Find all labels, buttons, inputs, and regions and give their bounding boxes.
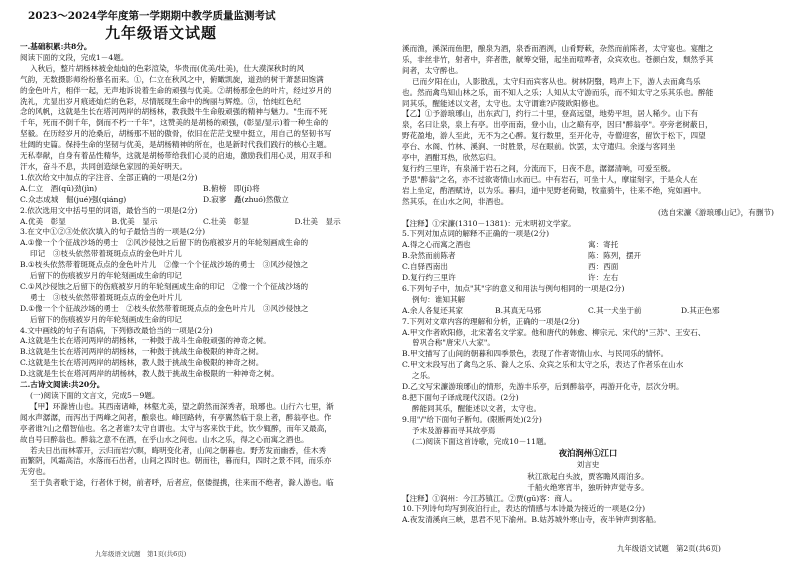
option-text: 许：左右 [588, 273, 619, 283]
text-line: A.甲文作者欧阳修，北宋著名文学家。他和唐代的韩愈、柳宗元、宋代的"三苏"、王安石、 [402, 327, 706, 337]
text-line: 复行约三里许，有泉涌于岩石之间，分流而下，日夜不息，潺潺清响，可爱至极。 [402, 163, 676, 173]
text-line: 勇士 ③枝头依然带着斑斑点点的金色叶片儿 [30, 292, 182, 302]
text-line: 汗水，奋斗不息，共同创造绿色家园的美好明天。 [20, 161, 188, 171]
option-text: A.仁立 酒(qū)劲(jìn) [20, 183, 98, 193]
text-line: C.甲文末段写出了禽鸟之乐、滁人之乐、众宾之乐和太守之乐，表达了作者乐在山水 [402, 360, 684, 370]
text-line: B.①枝头依然带着斑斑点点的金色叶片儿 ②像一个个征战沙场的勇士 ③风沙侵蚀之 [20, 260, 309, 270]
text-line: 洗礼，尤显出岁月痕迹灿烂的色彩，尽情展现生命中的绚丽与辉煌。③，怡纯红色纪 [20, 96, 301, 106]
text-line: A.夜发清溪向三峡，思君不见下渝州。B.姑苏城外寒山寺，夜半钟声到客船。 [402, 515, 661, 525]
option-text: C.自驿西南出 [402, 262, 448, 272]
text-line: 无私奉献，自身有着品性精华，这就是胡杨带给我们心灵的启迪，激励我们用心灵，用双手和 [20, 151, 332, 161]
option-row [402, 273, 774, 284]
text-line: 千年，死而不倒千年，倒而不朽一千年"，这赞美的是胡杨的顽强，(彰显/显示)着一种生命的 [20, 118, 329, 128]
option-text: D.寂寥 矗(zhuó)然傲立 [203, 194, 289, 204]
text-line: (选自宋濂《游琅琊山记》，有删节) [657, 207, 774, 217]
text-line: 气韵，无数摄影师纷纷慕名而来。①，仁立在秋风之中，俯瞰凯旋，道劲的树干萧瑟田饱满 [20, 74, 324, 84]
text-line: 6.下列句子中，加点"其"字的意义和用法与例句相同的一项是(2分) [402, 283, 625, 293]
text-line: 4.文中画线的句子有语病，下列修改最恰当的一项是(2分) [20, 325, 213, 335]
text-line: 若夫日出而林霏开，云归而岩穴暝，晦明变化者，山间之朝暮也。野芳发而幽香，佳木秀 [30, 445, 327, 455]
text-line: 闻水声潺潺，而泻出于两峰之间者，酿泉也。峰回路转，有亭翼然临于泉上者，醉翁亭也。作 [20, 412, 332, 422]
page-footer-right: 九年级语文试题 第2页(共6页) [617, 544, 721, 553]
poem-line: 秋江欲起白头波，贾客瞻风雨泊多。 [527, 471, 649, 481]
text-line: (一)阅读下面的文言文，完成5－9题。 [30, 391, 160, 400]
text-line: 9.用"/"给下面句子断句。(限断两处)(2分) [402, 414, 542, 424]
text-line: 野花盈地，游人至此，无不为之心醉。复行数里，至开化寺，寺僧迎客，留饮于松下，四望 [402, 131, 706, 141]
text-line: D.①像一个个征战沙场的勇士 ②枝头依然带着斑斑点点的金色叶片儿 ③风沙侵蚀之 [20, 303, 309, 313]
text-line: 的金色叶片，相伴一起，无声地诉说着生命的顽强与优美。②胡杨那金色的叶片，经过岁月的 [20, 85, 332, 95]
text-line: 泉，名曰让泉，泉上有亭。出亭而南，登小山，山之巅有亭，因曰"醉翁亭"。亭旁老树蔽日， [402, 120, 713, 130]
text-line: 间者，太守醉也。 [402, 65, 463, 75]
poem-line: 千船火绝寒宵半，独听钟声觉寺多。 [527, 483, 649, 493]
text-line: 而繁阴，风霜高洁，水落而石出者，山间之四时也。朝而往，暮而归，四时之景不同，而乐亦 [20, 456, 332, 466]
text-line: 岩上坐定，酌酒赋诗，以为乐。暮归，道中见野老荷锄，牧童骑牛，往来不绝，宛如画中。 [402, 185, 706, 195]
text-line: 无穷也。 [20, 467, 51, 477]
option-row [20, 195, 386, 206]
right-column [402, 44, 774, 526]
text-line: 【注释】①宋濂(1310－1381)：元末明初文学家。 [402, 218, 576, 228]
text-line: 8.把下面句子译成现代汉语。(2分) [402, 393, 519, 402]
text-line: 之乐。 [412, 371, 435, 381]
poem-title: 夜泊润州①江口 [558, 447, 618, 458]
option-text: C.众志成城 倔(jué)强(qiáng) [20, 194, 127, 204]
text-line: 印记 ③枝头依然带着斑斑点点的金色叶片儿 [30, 249, 182, 259]
text-line: 2.依次选用文中括号里的词语，最恰当的一项是(2分) [20, 205, 198, 215]
grade-title: 九年级语文试题 [105, 24, 218, 42]
option-row [20, 217, 386, 228]
option-text: C.其一犬坐于前 [588, 305, 642, 315]
option-text: B.杂然而前陈者 [402, 251, 456, 261]
text-line: D.这就是生长在塔河两岸的胡杨林，教人鼓于挑战生命极限的一种神奇之树。 [20, 369, 279, 379]
text-line: 5.下列对加点词的解释不正确的一项是(2分) [402, 229, 550, 239]
text-line: A.①像一个个征战沙场的勇士 ②风沙侵蚀之后留下的伤痕被岁月的年轮刻画成生命的 [20, 238, 309, 248]
option-text: C.壮美 彰显 [203, 216, 249, 226]
option-text: 西：西面 [588, 262, 619, 272]
text-line: 壮阔的史篇。保持生命的坚韧与优美，是胡杨精神的所在，也是新时代我们践行的核心主题。 [20, 140, 332, 150]
text-line: 醉能同其乐，醒能述以文者，太守也。 [412, 403, 542, 413]
text-line: 【乙】①予游琅琊山，出东武门，约行二十里，登高远望，地势平坦，居人稀少。山下有 [402, 109, 699, 119]
option-text: A.优美 彰显 [20, 216, 66, 226]
option-text: 寓：寄托 [588, 240, 619, 250]
option-text: 陈：陈列，摆开 [588, 251, 642, 261]
text-line: 3.在文中①②③处依次填入的句子最恰当的一项是(2分) [20, 227, 206, 237]
exam-title: 2023～2024学年度第一学期期中教学质量监测考试 [28, 10, 276, 22]
text-line: C.①风沙侵蚀之后留下的伤痕被岁月的年轮刻画成生命的印记 ②像一个个征战沙场的 [20, 281, 309, 291]
option-row [402, 240, 774, 251]
text-line: 已而夕阳在山，人影散乱，太守归而宾客从也。树林阴翳，鸣声上下，游人去而禽鸟乐 [412, 76, 701, 86]
text-line: 然其乐，在山水之间，非酒也。 [402, 196, 509, 206]
option-row [402, 262, 774, 273]
text-line: 亭中，酒酣耳热，欣然忘归。 [402, 153, 501, 163]
text-line: 坚毅。在历经岁月的沧桑后，胡杨那不屈的傲骨，依旧在茫茫戈壁中挺立，用自己的坚韧书写 [20, 129, 332, 139]
text-line: B.甲文描写了山间的朝暮和四季景色，表现了作者寄情山水、与民同乐的情怀。 [402, 349, 669, 359]
text-line: 乐，非丝非竹，射者中，弈者胜，觥筹交错，起坐而喧哗者，众宾欢也。苍颜白发，颓然乎其 [402, 54, 714, 64]
text-line: 7.下列对文章内容的理解和分析，正确的一项是(2分) [402, 316, 580, 326]
text-line: A.这就是生长在塔河两岸的胡杨林，一种鼓于战斗生命般顽强的神奇之树。 [20, 336, 271, 346]
option-text: B.其真无马邪 [495, 305, 541, 315]
text-line: 阅读下面的文段，完成1－4题。 [20, 52, 129, 62]
text-line: 10.下列诗句均写到夜泊行止，表达的情感与本诗最为接近的一项是(2分) [402, 504, 646, 514]
text-line: C.这就是生长在塔河两岸的胡杨林，教人鼓于挑战生命极限的神奇之树。 [20, 358, 264, 368]
text-line: 同其乐，醒能述以文者，太守也。太守谓谁?庐陵欧阳修也。 [402, 98, 604, 108]
option-row [20, 184, 386, 195]
text-line: 后留下的伤痕被岁月的年轮刻画成生命的印记 [30, 271, 182, 281]
option-text: D.其正色邪 [681, 305, 720, 315]
text-line: 也。然而禽鸟知山林之乐，而不知人之乐；人知从太守游而乐，而不知太守之乐其乐也。醉能 [402, 87, 714, 97]
text-line: (二)阅读下面这首诗歌，完成10－11题。 [412, 436, 552, 446]
option-row [402, 251, 774, 262]
section-heading: 一.基础积累:共8分。 [20, 42, 92, 51]
text-line: 亭者谁?山之僧智仙也。名之者谁?太守自谓也。太守与客来饮于此，饮少辄醉，而年又最高， [20, 423, 332, 433]
text-line: 后留下的伤痕被岁月的年轮刻画成生命的印记 [30, 314, 182, 324]
text-line: 亭台、水阁、竹林、溪涧、一时胜景，尽在眼前。饮罢，太守遣归。余遂与客同坐 [402, 142, 676, 152]
text-line: B.这就是生长在塔河两岸的胡杨林，一种鼓于挑战生命极限的神奇之树。 [20, 347, 264, 357]
section-heading: 二.古诗文阅读:共20分。 [20, 380, 105, 390]
option-text: D.复行约三里许 [402, 273, 456, 283]
option-text: B.优美 显示 [111, 216, 158, 226]
option-text: B.俯榜 即(jí)将 [203, 183, 260, 193]
text-line: 至于负者歌于途，行者休于树，前者呼，后者应，伛偻提携，往来而不绝者，滁人游也。临 [30, 478, 334, 488]
text-line: 【甲】环滁皆山也。其西南诸峰，林壑尤美，望之蔚然而深秀者，琅琊也。山行六七里，渐 [30, 401, 334, 411]
text-line: 【注释】①润州：今江苏镇江。②贾(gǔ)客：商人。 [402, 493, 578, 503]
text-line: 予思"醉翁"之名，亦不过欲寄情山水而已。中有岩石，可坐十人，摩崖刻字，于是众人在 [402, 174, 698, 184]
text-line: 入秋后，整片胡杨林被金灿灿的色彩渲染，华贵而(优美/壮美)，仕大漠深秋时的风 [30, 63, 305, 73]
left-column [20, 42, 386, 489]
text-line: 1.依次给文中加点的字注音、全部正确的一项是(2分) [20, 172, 198, 182]
text-line: 例句：谁知其解 [412, 294, 466, 304]
text-line: 曾巩合称"唐宋八大家"。 [412, 338, 495, 348]
text-line: 溪而渔，溪深而鱼肥，酿泉为酒，泉香而酒洌，山肴野蔌，杂然而前陈者，太守宴也。宴酣之 [402, 44, 714, 53]
page-footer-left: 九年级语文试题 第1页(共6页) [95, 550, 187, 558]
option-row [402, 306, 774, 317]
option-text: A.得之心而寓之酒也 [402, 240, 471, 250]
option-text: A.余人各复还其家 [402, 305, 464, 315]
text-line: 故自号曰醉翁也。醉翁之意不在酒，在乎山水之间也。山水之乐，得之心而寓之酒也。 [20, 434, 309, 444]
text-line: D.乙文写宋濂游琅琊山的情形，先游丰乐亭，后到醉翁亭，再游开化寺，层次分明。 [402, 382, 684, 392]
poem-line: 刘言史 [576, 460, 600, 470]
option-text: D.壮美 显示 [294, 216, 341, 226]
text-line: 念的风帆，这就是生长在塔河两岸的胡杨林，教我鼓牛生命般顽强的精神与魅力。"生而不死 [20, 107, 328, 117]
text-line: 予未及游暮而寻其故亭焉 [412, 425, 496, 435]
